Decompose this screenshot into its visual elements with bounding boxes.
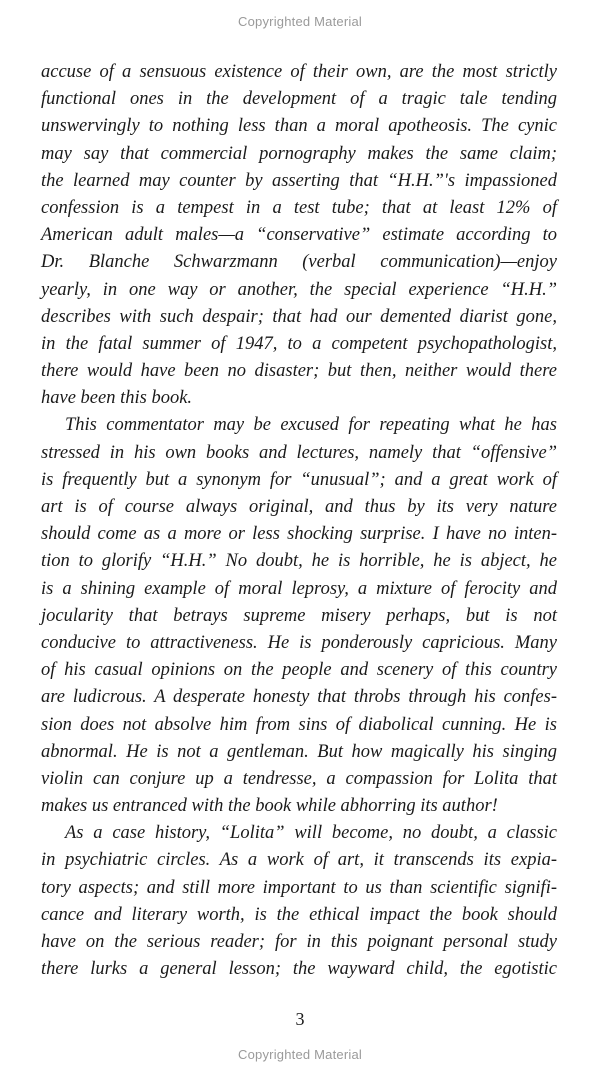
text-line: stressed in his own books and lectures, namely that “offensive” [41,442,557,463]
text-line: accuse of a sensuous existence of their own, are the most strictly [41,62,557,82]
text-line: is a shining example of moral leprosy, a mixture of ferocity and [41,578,557,599]
text-line: functional ones in the development of a tragic tale tending [41,89,557,110]
text-line: are ludicrous. A desperate honesty that throbs through his confes- [41,687,557,708]
text-line: tory aspects; and still more important to us than scientific signifi- [41,877,557,898]
text-line: unswervingly to nothing less than a moral apotheosis. The cynic [41,116,557,137]
text-line: American adult males—a “conservative” estimate according to [41,225,557,246]
text-line: sion does not absolve him from sins of diabolical cunning. He is [41,714,557,735]
text-line: yearly, in one way or another, the special experience “H.H.” [41,279,557,300]
text-line: abnormal. He is not a gentleman. But how magically his singing [41,741,557,762]
text-line: in psychiatric circles. As a work of art, it transcends its expia- [41,850,557,871]
text-line: there lurks a general lesson; the wayward child, the egotistic [41,959,557,980]
copyright-watermark-top: Copyrighted Material [238,14,362,29]
text-line: Dr. Blanche Schwarzmann (verbal communication)—enjoy [41,252,557,273]
text-line: the learned may counter by asserting that “H.H.”'s impassioned [41,170,557,191]
text-line: is frequently but a synonym for “unusual”; and a great work of [41,469,557,490]
text-line: conducive to attractiveness. He is ponderously capricious. Many [41,632,557,653]
text-line: have been this book. [41,388,193,409]
text-line: describes with such despair; that had our demented diarist gone, [41,306,557,327]
text-line: This commentator may be excused for repeating what he has [65,415,557,436]
text-line: As a case history, “Lolita” will become, no doubt, a classic [65,823,557,844]
text-line: violin can conjure up a tendresse, a compassion for Lolita that [41,768,557,789]
text-line: makes us entranced with the book while abhorring its author! [41,796,498,817]
copyright-watermark-bottom: Copyrighted Material [238,1047,362,1062]
text-line: jocularity that betrays supreme misery perhaps, but is not [41,605,557,626]
text-line: confession is a tempest in a test tube; that at least 12% of [41,197,557,218]
text-line: cance and literary worth, is the ethical impact the book should [41,904,557,925]
body-text [41,59,557,983]
text-line: may say that commercial pornography makes the same claim; [41,143,557,164]
text-line: tion to glorify “H.H.” No doubt, he is horrible, he is abject, he [41,551,557,572]
text-line: of his casual opinions on the people and scenery of this country [41,660,557,681]
page-number: 3 [295,1009,305,1029]
text-line: have on the serious reader; for in this poignant personal study [41,932,557,952]
text-line: in the fatal summer of 1947, to a competent psychopathologist, [41,333,557,354]
text-line: should come as a more or less shocking surprise. I have no inten- [41,524,557,545]
text-line: there would have been no disaster; but then, neither would there [41,361,557,382]
text-line: art is of course always original, and thus by its very nature [41,497,557,517]
